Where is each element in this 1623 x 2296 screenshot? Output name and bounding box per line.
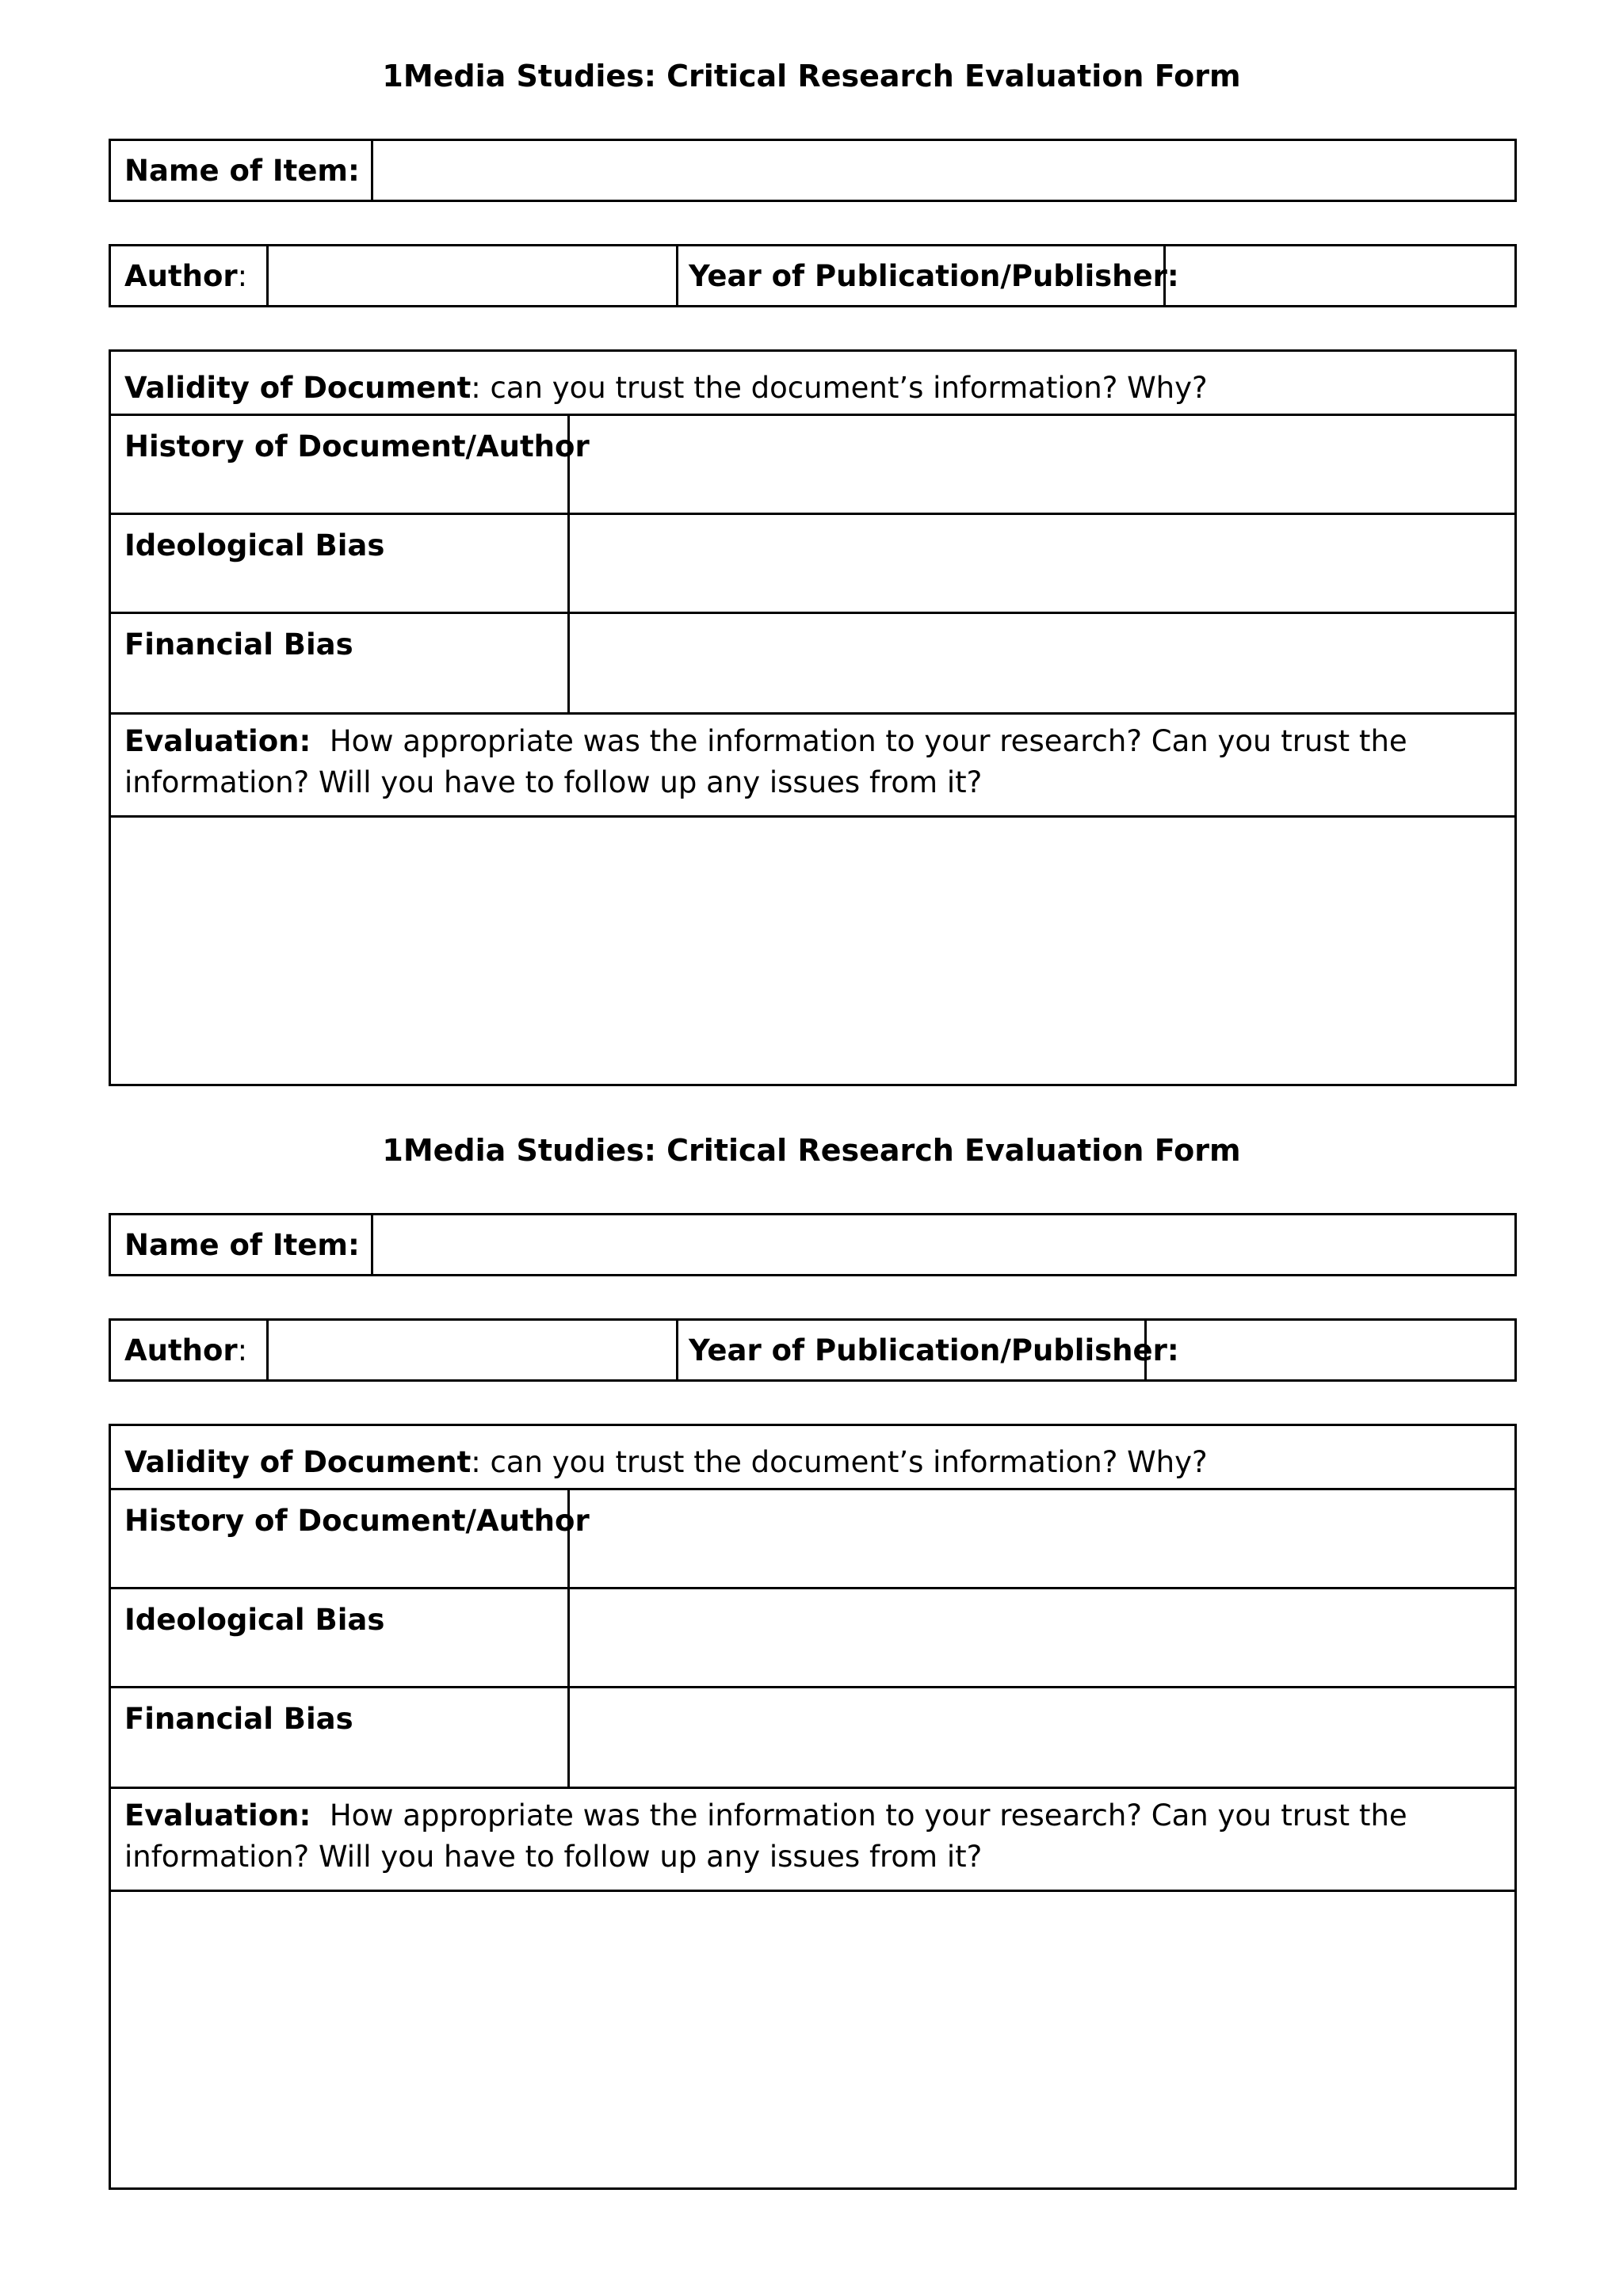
year-publisher-label: Year of Publication/Publisher: xyxy=(689,1333,1179,1367)
row-divider xyxy=(111,1787,1514,1789)
name-of-item-field[interactable] xyxy=(373,141,1514,200)
evaluation-label: Evaluation: xyxy=(124,1798,311,1833)
year-publisher-label: Year of Publication/Publisher: xyxy=(689,259,1179,293)
history-label: History of Document/Author xyxy=(124,429,590,463)
validity-question: : can you trust the document’s information? Why? xyxy=(471,371,1208,405)
form-title: 1Media Studies: Critical Research Evaluation Form xyxy=(382,59,1241,93)
name-of-item-row xyxy=(109,139,1517,202)
evaluation-field[interactable] xyxy=(111,818,1514,1084)
evaluation-prompt xyxy=(124,1795,1472,1878)
year-publisher-field[interactable] xyxy=(1147,1321,1514,1379)
validity-label: Validity of Document xyxy=(124,1445,472,1479)
author-label: Author xyxy=(124,1333,238,1367)
author-label-wrap xyxy=(124,1330,247,1371)
evaluation-question: How appropriate was the information to your research? Can you trust the information? Will you have to follow up any issues from it? xyxy=(124,724,1407,799)
evaluation-prompt xyxy=(124,721,1472,803)
ideological-bias-field[interactable] xyxy=(570,1589,1514,1686)
ideological-bias-label: Ideological Bias xyxy=(124,528,385,563)
validity-table xyxy=(109,349,1517,1086)
name-of-item-row xyxy=(109,1213,1517,1276)
validity-label: Validity of Document xyxy=(124,371,472,405)
validity-heading xyxy=(124,368,1208,409)
row-divider xyxy=(111,712,1514,715)
financial-bias-field[interactable] xyxy=(570,614,1514,712)
validity-question: : can you trust the document’s information? Why? xyxy=(471,1445,1208,1479)
history-field[interactable] xyxy=(570,416,1514,513)
financial-bias-field[interactable] xyxy=(570,1688,1514,1787)
author-label: Author xyxy=(124,259,238,293)
divider xyxy=(676,1321,678,1379)
form-title: 1Media Studies: Critical Research Evaluation Form xyxy=(382,1133,1241,1168)
history-field[interactable] xyxy=(570,1490,1514,1587)
author-field[interactable] xyxy=(269,246,676,305)
author-label-wrap xyxy=(124,256,247,297)
author-colon: : xyxy=(237,1333,248,1367)
ideological-bias-field[interactable] xyxy=(570,515,1514,612)
author-field[interactable] xyxy=(269,1321,676,1379)
evaluation-field[interactable] xyxy=(111,1892,1514,2187)
financial-bias-label: Financial Bias xyxy=(124,1702,353,1736)
validity-heading xyxy=(124,1442,1208,1483)
ideological-bias-label: Ideological Bias xyxy=(124,1603,385,1637)
financial-bias-label: Financial Bias xyxy=(124,627,353,662)
validity-table xyxy=(109,1424,1517,2190)
author-year-row xyxy=(109,244,1517,307)
evaluation-question: How appropriate was the information to your research? Can you trust the information? Will you have to follow up any issues from it? xyxy=(124,1798,1407,1874)
name-of-item-label: Name of Item: xyxy=(124,1228,360,1262)
name-of-item-field[interactable] xyxy=(373,1215,1514,1274)
author-colon: : xyxy=(237,259,248,293)
history-label: History of Document/Author xyxy=(124,1504,590,1538)
author-year-row xyxy=(109,1318,1517,1382)
name-of-item-label: Name of Item: xyxy=(124,154,360,188)
evaluation-label: Evaluation: xyxy=(124,724,311,758)
year-publisher-field[interactable] xyxy=(1166,246,1514,305)
divider xyxy=(676,246,678,305)
